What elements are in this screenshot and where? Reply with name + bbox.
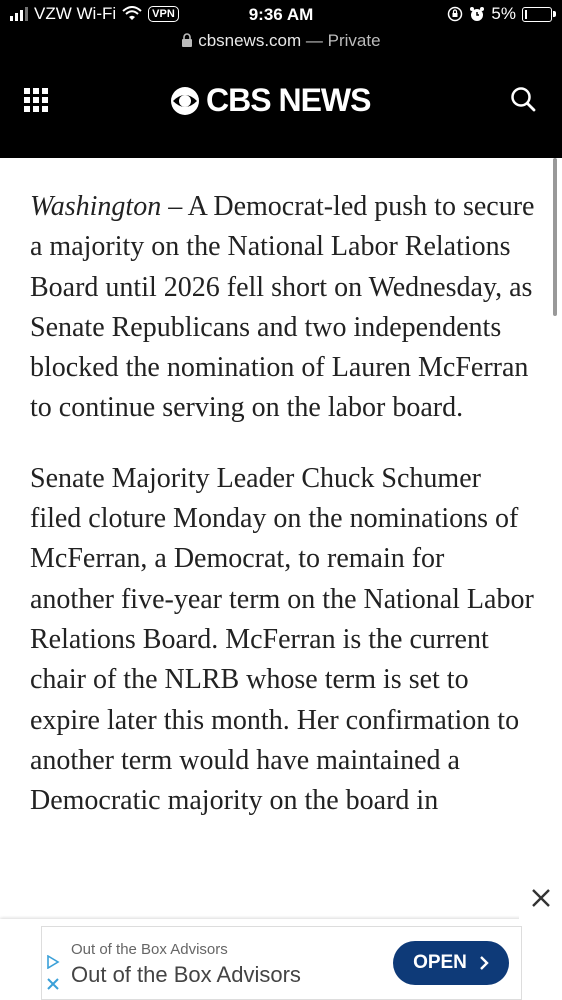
- battery-icon: [522, 7, 552, 22]
- logo-text: CBS NEWS: [206, 82, 371, 118]
- alarm-icon: [469, 6, 485, 22]
- chevron-right-icon: [479, 956, 489, 970]
- ad-banner[interactable]: [0, 919, 562, 1000]
- status-bar: [0, 0, 562, 30]
- scrollbar[interactable]: [553, 158, 557, 316]
- ad-advertiser-name[interactable]: Out of the Box Advisors: [71, 962, 301, 987]
- dateline: Washington: [30, 191, 162, 222]
- search-icon[interactable]: [510, 86, 536, 112]
- article-paragraph: Senate Majority Leader Chuck Schumer filed cloture Monday on the nominations of McFerran, a Democrat, to remain for another five-year term on the National Labor Relations Board. McFerran is the current chair of the NLRB whose term is set to expire later this month. Her confirmation to another term would have maintained a Democratic majority on the board in: [30, 462, 534, 817]
- ad-advertiser-small: Out of the Box Advisors: [71, 941, 228, 958]
- ad-content[interactable]: [41, 926, 522, 1000]
- clock: 9:36 AM: [248, 5, 314, 24]
- article-body: [30, 187, 535, 851]
- cbs-news-logo[interactable]: [170, 82, 370, 119]
- ad-dismiss-icon[interactable]: [46, 977, 60, 991]
- header-spacer: [0, 136, 562, 158]
- ad-open-label: OPEN: [413, 952, 467, 973]
- private-label: — Private: [301, 31, 381, 50]
- close-ad-icon[interactable]: [519, 876, 562, 919]
- ad-open-button[interactable]: [393, 941, 509, 985]
- orientation-lock-icon: [447, 6, 463, 22]
- carrier-label: VZW Wi-Fi: [34, 4, 117, 23]
- site-header: [0, 54, 562, 137]
- lock-icon: [181, 33, 193, 47]
- url-bar[interactable]: [0, 30, 562, 54]
- cbs-eye-icon: [170, 86, 200, 116]
- battery-percent: 5%: [491, 4, 516, 23]
- url-domain: cbsnews.com: [198, 31, 302, 50]
- menu-grid-icon[interactable]: [24, 88, 48, 112]
- vpn-badge: VPN: [148, 6, 179, 22]
- article-paragraph: [30, 187, 535, 429]
- paragraph-text: – A Democrat-led push to secure a majority on the National Labor Relations Board until 2026 fell short on Wednesday, as Senate Republicans and two independents blocked the nomination of Lauren McFerran to continue serving on the labor board.: [30, 191, 535, 424]
- adchoices-icon[interactable]: [46, 955, 60, 969]
